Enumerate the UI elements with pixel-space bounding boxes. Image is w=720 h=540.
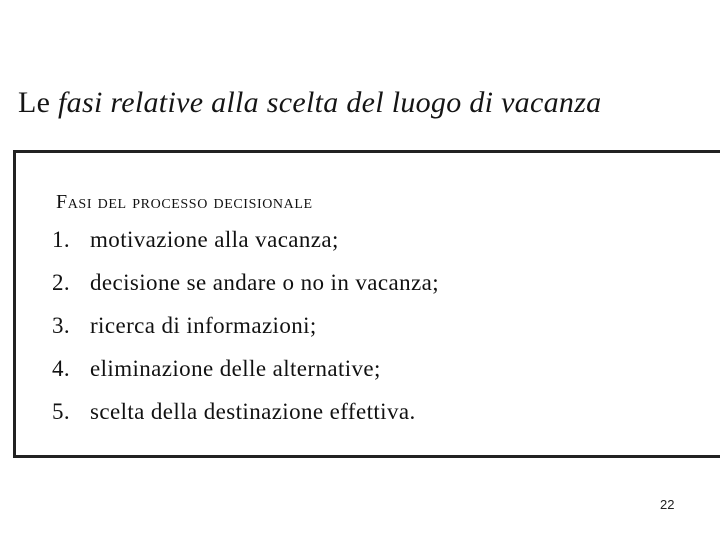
list-item [52,313,439,356]
list-item [52,227,439,270]
step-number: 3. [52,313,71,338]
list-item [52,270,439,313]
step-text: ricerca di informazioni; [90,313,317,338]
box-heading: Fasi del processo decisionale [56,191,313,213]
content-box [13,150,720,458]
list-item [52,356,439,399]
step-number: 5. [52,399,71,424]
list-item [52,399,439,442]
title-prefix: Le [18,86,59,119]
step-text: decisione se andare o no in vacanza; [90,270,440,295]
step-text: eliminazione delle alternative; [90,356,381,381]
step-text: scelta della destinazione effettiva. [90,399,416,424]
step-number: 4. [52,356,71,381]
slide-title [18,86,601,120]
step-text: motivazione alla vacanza; [90,227,339,252]
steps-list [52,227,439,442]
title-main: fasi relative alla scelta del luogo di vacanza [58,86,602,119]
page-number: 22 [660,497,675,512]
step-number: 2. [52,270,71,295]
step-number: 1. [52,227,71,252]
